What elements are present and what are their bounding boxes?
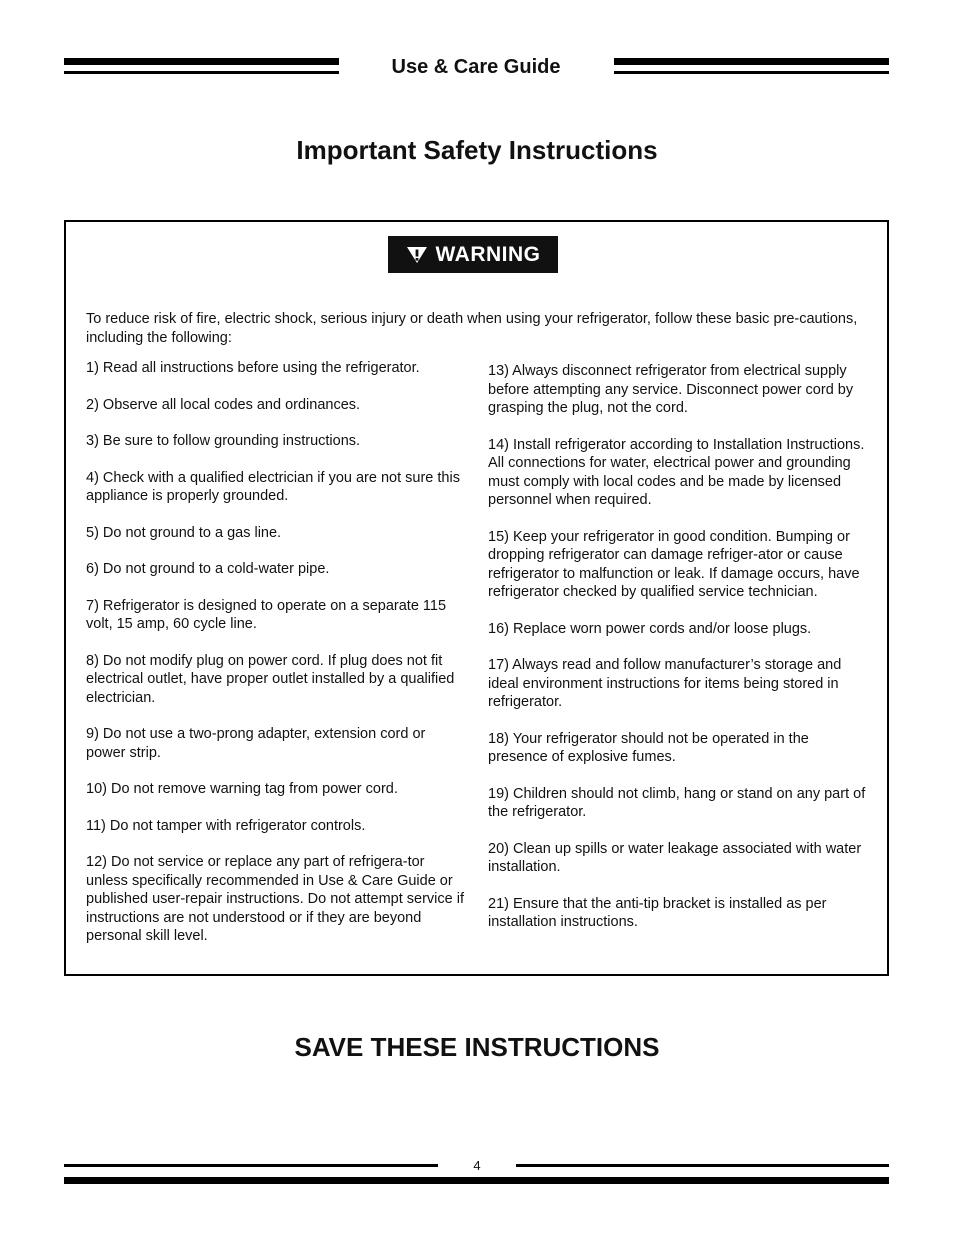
list-item: 1) Read all instructions before using the refrigerator.	[86, 360, 420, 376]
list-item: 19) Children should not climb, hang or stand on any part of the refrigerator.	[488, 785, 866, 820]
header-title: Use & Care Guide	[391, 56, 561, 78]
page-title: Important Safety Instructions	[296, 135, 658, 165]
list-item: 16) Replace worn power cords and/or loose plugs.	[488, 620, 812, 637]
list-item: 4) Check with a qualified electrician if you are not sure this appliance is properly grounded.	[86, 469, 460, 504]
list-item: 6) Do not ground to a cold-water pipe.	[86, 561, 330, 577]
right-column	[488, 362, 868, 950]
footer-rule-left-thin	[64, 1164, 438, 1167]
list-item: 21) Ensure that the anti-tip bracket is installed as per installation instructions.	[488, 895, 827, 930]
list-item: 18) Your refrigerator should not be operated in the presence of explosive fumes.	[488, 730, 809, 765]
header-rule-left-thick	[64, 58, 339, 65]
header-rule-right-thin	[614, 71, 889, 74]
warning-box	[64, 220, 889, 976]
list-item: 15) Keep your refrigerator in good condition. Bumping or dropping refrigerator can damage refriger-ator or cause refrigerator to malfunction or leak. If damage occurs, have refrigerator checked by qualified service technician.	[488, 528, 860, 600]
list-item: 11) Do not tamper with refrigerator controls.	[86, 817, 366, 834]
list-item: 20) Clean up spills or water leakage associated with water installation.	[488, 840, 862, 875]
list-item: 13) Always disconnect refrigerator from electrical supply before attempting any service. Disconnect power cord by grasping the plug, not the cord.	[488, 363, 854, 416]
list-item: 2) Observe all local codes and ordinances.	[86, 396, 361, 413]
list-item: 7) Refrigerator is designed to operate on a separate 115 volt, 15 amp, 60 cycle line.	[86, 597, 447, 632]
warning-triangle-icon	[406, 246, 428, 264]
footer-rule-thick	[64, 1177, 889, 1184]
list-item: 3) Be sure to follow grounding instructions.	[86, 433, 361, 449]
list-item: 12) Do not service or replace any part of refrigera-tor unless specifically recommended in Use & Care Guide or published user-repair instructions. Do not attempt service if instructions are not understood or if they are beyond personal skill level.	[86, 854, 464, 944]
list-item: 10) Do not remove warning tag from power cord.	[86, 781, 398, 797]
list-item: 14) Install refrigerator according to Installation Instructions. All connections for water, electrical power and grounding must comply with local codes and be made by licensed personnel when required.	[488, 436, 865, 508]
warning-label: WARNING	[435, 242, 541, 266]
warning-intro: To reduce risk of fire, electric shock, serious injury or death when using your refrigerator, follow these basic pre-cautions, including the following:	[86, 311, 858, 346]
warning-badge	[388, 236, 558, 273]
header-rule-right-thick	[614, 58, 889, 65]
list-item: 9) Do not use a two-prong adapter, extension cord or power strip.	[86, 726, 426, 761]
page-number: 4	[473, 1158, 481, 1173]
save-instructions-heading: SAVE THESE INSTRUCTIONS	[294, 1032, 660, 1062]
left-column	[86, 359, 464, 964]
list-item: 5) Do not ground to a gas line.	[86, 524, 282, 541]
header-rule-left-thin	[64, 71, 339, 74]
footer-rule-right-thin	[516, 1164, 889, 1167]
list-item: 17) Always read and follow manufacturer’s storage and ideal environment instructions for items being stored in refrigerator.	[488, 657, 842, 710]
list-item: 8) Do not modify plug on power cord. If plug does not fit electrical outlet, have proper outlet installed by a qualified electrician.	[86, 652, 455, 706]
